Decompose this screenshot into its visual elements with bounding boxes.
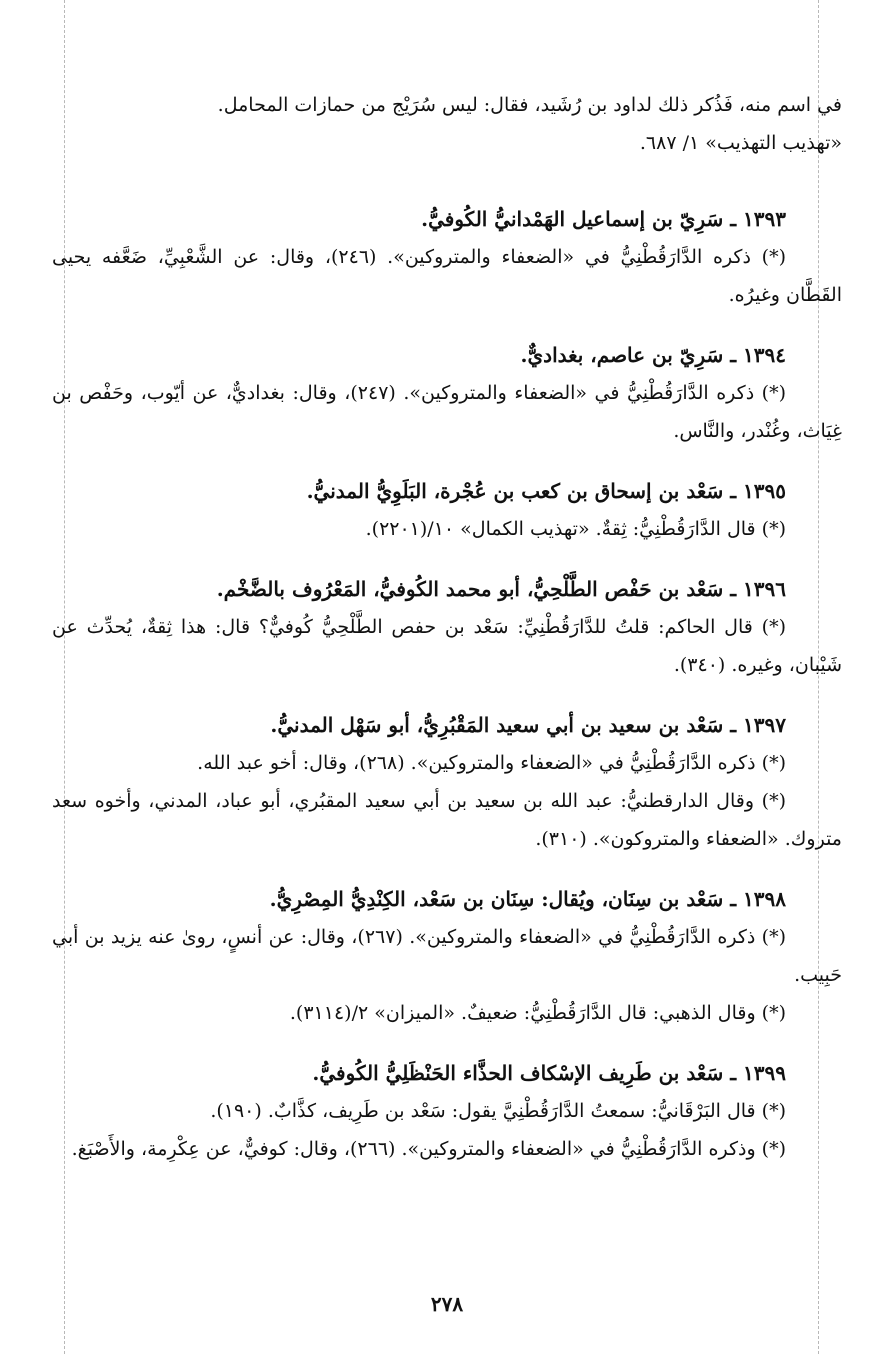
entry-note: (*) قال الحاكم: قلتُ للدَّارَقُطْنِيِّ: سَعْد بن حفص الطَّلْحِيُّ كُوفيٌّ؟ قال: هذا ثِقةٌ، يُحدِّث عن شَيْبان، وغيره. (٣٤٠). — [52, 616, 842, 676]
entry-note: (*) قال البَرْقَانيُّ: سمعتُ الدَّارَقُطْنِيَّ يقول: سَعْد بن طَرِيف، كذَّابٌ. (١٩٠). — [210, 1100, 786, 1122]
continuation-line: في اسم منه، فَذُكر ذلك لداود بن رُشَيد، فقال: ليس سُرَيْج من حمازات المحامل. — [217, 94, 842, 116]
entry-1396 — [52, 570, 842, 684]
entry-title: ١٣٩٩ ـ سَعْد بن طَرِيف الإسْكاف الحذَّاء الحَنْظَلِيُّ الكُوفيُّ. — [312, 1061, 786, 1085]
entry-1394 — [52, 336, 842, 450]
entry-title: ١٣٩٤ ـ سَرِيّ بن عاصم، بغداديٌّ. — [520, 343, 786, 367]
entry-note: (*) وقال الذهبي: قال الدَّارَقُطْنِيُّ: ضعيفٌ. «الميزان» ٢/(٣١١٤). — [289, 1002, 786, 1024]
entry-note: (*) وذكره الدَّارَقُطْنِيُّ في «الضعفاء والمتروكين». (٢٦٦)، وقال: كوفيٌّ، عن عِكْرِمة، والأَصْبَغ. — [71, 1138, 786, 1160]
entry-note: (*) قال الدَّارَقُطْنِيُّ: ثِقةٌ. «تهذيب الكمال» ١٠/(٢٢٠١). — [365, 518, 786, 540]
entry-note: (*) وقال الدارقطنيُّ: عبد الله بن سعيد بن أبي سعيد المقبُري، أبو عباد، المدني، وأخوه سعد متروك. «الضعفاء والمتروكون». (٣١٠). — [52, 790, 842, 850]
page-number: ٢٧٨ — [430, 1292, 464, 1316]
entry-note: (*) ذكره الدَّارَقُطْنِيُّ في «الضعفاء والمتروكين». (٢٤٧)، وقال: بغداديٌّ، عن أيّوب، وحَفْص بن غِيَاث، وغُنْدر، والنَّاس. — [52, 382, 842, 442]
entry-1395 — [52, 472, 842, 548]
entry-1393 — [52, 200, 842, 314]
page-body — [52, 86, 842, 1190]
continuation-line: «تهذيب التهذيب» ١/ ٦٨٧. — [639, 132, 842, 154]
entry-1397 — [52, 706, 842, 858]
entry-note: (*) ذكره الدَّارَقُطْنِيُّ في «الضعفاء والمتروكين». (٢٦٨)، وقال: أخو عبد الله. — [197, 752, 786, 774]
entry-note: (*) ذكره الدَّارَقُطْنِيُّ في «الضعفاء والمتروكين». (٢٤٦)، وقال: عن الشَّعْبِيِّ، ضَعَّفه يحيى القَطَّان وغيرُه. — [52, 246, 842, 306]
entry-title: ١٣٩٦ ـ سَعْد بن حَفْص الطَّلْحِيُّ، أبو محمد الكُوفيُّ، المَعْرُوف بالضَّخْم. — [216, 577, 786, 601]
entry-note: (*) ذكره الدَّارَقُطْنِيُّ في «الضعفاء والمتروكين». (٢٦٧)، وقال: عن أنسٍ، روىٰ عنه يزيد بن أبي حَبِيب. — [52, 926, 842, 986]
continuation-block — [52, 86, 842, 162]
entry-title: ١٣٩٣ ـ سَرِيّ بن إسماعيل الهَمْدانيُّ الكُوفيُّ. — [421, 207, 786, 231]
entry-title: ١٣٩٧ ـ سَعْد بن سعيد بن أبي سعيد المَقْبُرِيُّ، أبو سَهْل المدنيُّ. — [270, 713, 786, 737]
entry-1398 — [52, 880, 842, 1032]
entry-1399 — [52, 1054, 842, 1168]
entry-title: ١٣٩٨ ـ سَعْد بن سِنَان، ويُقال: سِنَان بن سَعْد، الكِنْدِيُّ المِصْرِيُّ. — [269, 887, 786, 911]
entry-title: ١٣٩٥ ـ سَعْد بن إسحاق بن كعب بن عُجْرة، البَلَوِيُّ المدنيُّ. — [306, 479, 786, 503]
